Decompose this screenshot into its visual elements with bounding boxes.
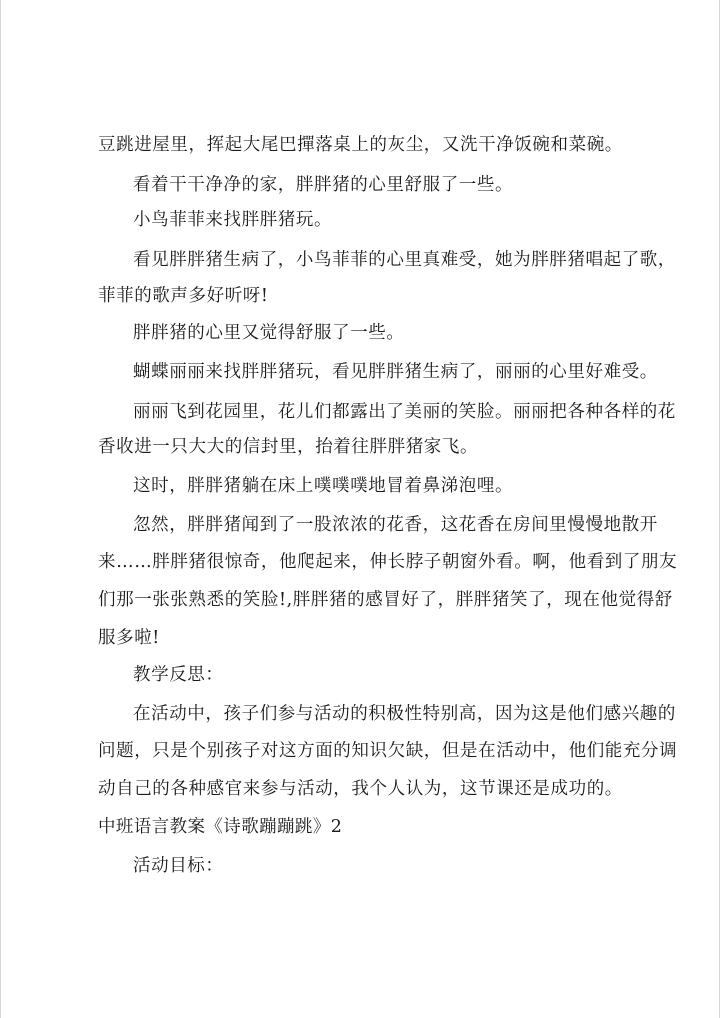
paragraph-line: 忽然，胖胖猪闻到了一股浓浓的花香，这花香在房间里慢慢地散开	[133, 515, 658, 535]
paragraph-line: 动自己的各种感官来参与活动，我个人认为，这节课还是成功的。	[98, 779, 623, 799]
paragraph-line: 问题，只是个别孩子对这方面的知识欠缺，但是在活动中，他们能充分调	[98, 741, 678, 761]
section-heading: 活动目标：	[133, 856, 224, 876]
paragraph-line: 豆跳进屋里，挥起大尾巴撣落桌上的灰尘，又洗干净饭碗和菜碗。	[98, 135, 623, 155]
paragraph-line: 菲菲的歌声多好听呀!	[98, 286, 269, 306]
paragraph-line: 胖胖猪的心里又觉得舒服了一些。	[133, 323, 405, 343]
paragraph-line: 这时，胖胖猪躺在床上噗噗噗地冒着鼻涕泡哩。	[133, 476, 514, 496]
section-heading: 教学反思：	[133, 665, 224, 685]
paragraph-line: 看着干干净净的家，胖胖猪的心里舒服了一些。	[133, 175, 514, 195]
paragraph-line: 小鸟菲菲来找胖胖猪玩。	[133, 210, 333, 230]
paragraph-line: 蝴蝶丽丽来找胖胖猪玩，看见胖胖猪生病了，丽丽的心里好难受。	[133, 362, 658, 382]
paragraph-line: 丽丽飞到花园里，花儿们都露出了美丽的笑脸。丽丽把各种各样的花	[133, 402, 676, 422]
paragraph-line: 服多啦!	[98, 628, 160, 648]
paragraph-line: 看见胖胖猪生病了，小鸟菲菲的心里真难受，她为胖胖猪唱起了歌，	[133, 250, 676, 270]
paragraph-line: 来……胖胖猪很惊奇，他爬起来，伸长脖子朝窗外看。啊，他看到了朋友	[98, 552, 678, 572]
document-title: 中班语言教案《诗歌蹦蹦跳》2	[98, 817, 343, 837]
paragraph-line: 们那一张张熟悉的笑脸!,胖胖猪的感冒好了，胖胖猪笑了，现在他觉得舒	[98, 590, 673, 610]
paragraph-line: 在活动中，孩子们参与活动的积极性特别高，因为这是他们感兴趣的	[133, 704, 676, 724]
paragraph-line: 香收进一只大大的信封里，抬着往胖胖猪家飞。	[98, 437, 479, 457]
